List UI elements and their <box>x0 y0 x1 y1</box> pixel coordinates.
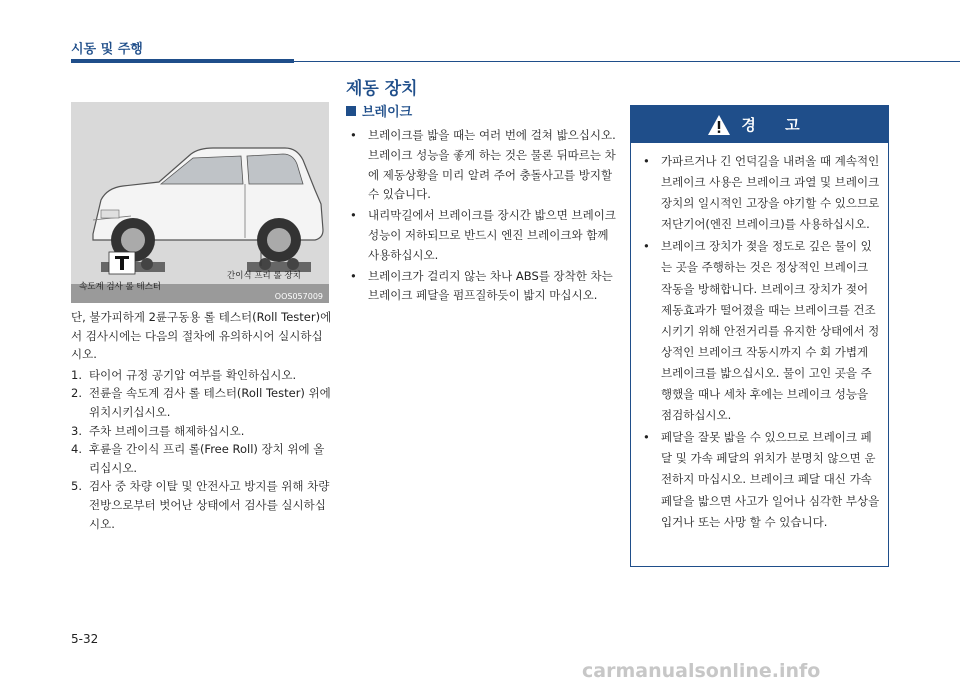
bullet-text: 브레이크를 밟을 때는 여러 번에 걸쳐 밟으십시오. 브레이크 성능을 좋게 하는 것은 물론 뒤따르는 차에 제동상황을 미리 알려 주어 충돌사고를 방지할 수 있습니다. <box>368 128 616 202</box>
brake-guidelines <box>350 126 620 307</box>
bullet-icon: • <box>643 154 650 168</box>
step-number: 1. <box>71 367 82 382</box>
bullet-icon: • <box>350 208 357 223</box>
step-number: 5. <box>71 479 82 494</box>
step-text: 주차 브레이크를 해제하십시오. <box>89 423 245 438</box>
step-text: 후륜을 간이식 프리 롤(Free Roll) 장치 위에 올리십시오. <box>89 442 325 475</box>
roll-tester-instructions <box>71 308 333 533</box>
intro-paragraph: 단, 불가피하게 2륜구동용 롤 테스터(Roll Tester)에서 검사시에는 다음의 절차에 유의하시어 실시하십시오. <box>71 310 332 362</box>
list-item <box>350 206 620 265</box>
step-number: 2. <box>71 386 82 401</box>
warning-title: 경 고 <box>741 116 812 134</box>
step-text: 검사 중 차량 이탈 및 안전사고 방지를 위해 차량 전방으로부터 벗어난 상태에서 검사를 실시하십시오. <box>89 479 330 531</box>
header-rule-thin <box>294 61 960 62</box>
step-text: 타이어 규정 공기압 여부를 확인하십시오. <box>89 367 297 382</box>
list-item <box>350 126 620 205</box>
watermark: carmanualsonline.info <box>582 660 821 682</box>
step-number: 3. <box>71 423 82 438</box>
warning-header <box>631 106 888 143</box>
list-item <box>71 366 333 385</box>
warning-triangle-icon <box>707 114 731 136</box>
square-bullet-icon <box>346 106 356 116</box>
warning-box <box>630 105 889 567</box>
figure-code: OOS057009 <box>274 292 323 301</box>
subheading <box>346 101 412 120</box>
section-title: 시동 및 주행 <box>71 42 143 57</box>
bullet-text: 가파르거나 긴 언덕길을 내려올 때 계속적인 브레이크 사용은 브레이크 과열 및 브레이크 장치의 일시적인 고장을 야기할 수 있으므로 저단기어(엔진 브레이크)를 사용하십시오. <box>661 154 880 232</box>
list-item <box>71 384 333 421</box>
bullet-icon: • <box>643 430 650 445</box>
step-number: 4. <box>71 442 82 457</box>
page-title: 제동 장치 <box>346 79 418 99</box>
header-rule-thick <box>71 59 294 63</box>
subheading-text: 브레이크 <box>362 105 413 120</box>
list-item <box>71 440 333 477</box>
figure-label-free-roll: 간이식 프리 롤 장치 <box>227 271 301 281</box>
bullet-icon: • <box>350 268 357 283</box>
list-item <box>643 151 880 235</box>
list-item <box>643 236 880 426</box>
bullet-text: 브레이크 장치가 젖을 정도로 깊은 물이 있는 곳을 주행하는 것은 정상적인 브레이크 작동을 방해합니다. 브레이크 장치가 젖어 제동효과가 떨어졌을 때는 브레이크를 건조시키기 위해 안전거리를 유지한 상태에서 정상적인 브레이크 작동시까지 수 회 가볍게 브레이크를 밟으십시오. 물이 고인 곳을 주행했을 때나 세차 후에는 브레이크 성능을 점검하십시오. <box>661 239 880 423</box>
bullet-icon: • <box>643 239 650 254</box>
list-item <box>643 427 880 532</box>
bullet-text: 페달을 잘못 밟을 수 있으므로 브레이크 페달 및 가속 페달의 위치가 분명치 않으면 운전하지 마십시오. 브레이크 페달 대신 가속 페달을 밟으면 사고가 일어나 심각한 부상을 입거나 또는 사망 할 수 있습니다. <box>661 430 880 529</box>
list-item <box>71 422 333 441</box>
figure-label-speedometer-tester: 속도계 검사 롤 테스터 <box>79 282 162 292</box>
roll-tester-figure <box>71 102 329 303</box>
step-text: 전륜을 속도계 검사 롤 테스터(Roll Tester) 위에 위치시키십시오. <box>89 386 331 419</box>
list-item <box>71 477 333 533</box>
procedure-list <box>71 366 333 533</box>
warning-body <box>631 143 888 533</box>
page-number: 5-32 <box>71 632 99 646</box>
bullet-icon: • <box>350 128 357 142</box>
bullet-text: 내리막길에서 브레이크를 장시간 밟으면 브레이크 성능이 저하되므로 반드시 엔진 브레이크와 함께 사용하십시오. <box>368 208 616 262</box>
bullet-text: 브레이크가 걸리지 않는 차나 ABS를 장착한 차는 브레이크 페달을 펌프질하듯이 밟지 마십시오. <box>368 268 613 303</box>
list-item <box>350 267 620 307</box>
